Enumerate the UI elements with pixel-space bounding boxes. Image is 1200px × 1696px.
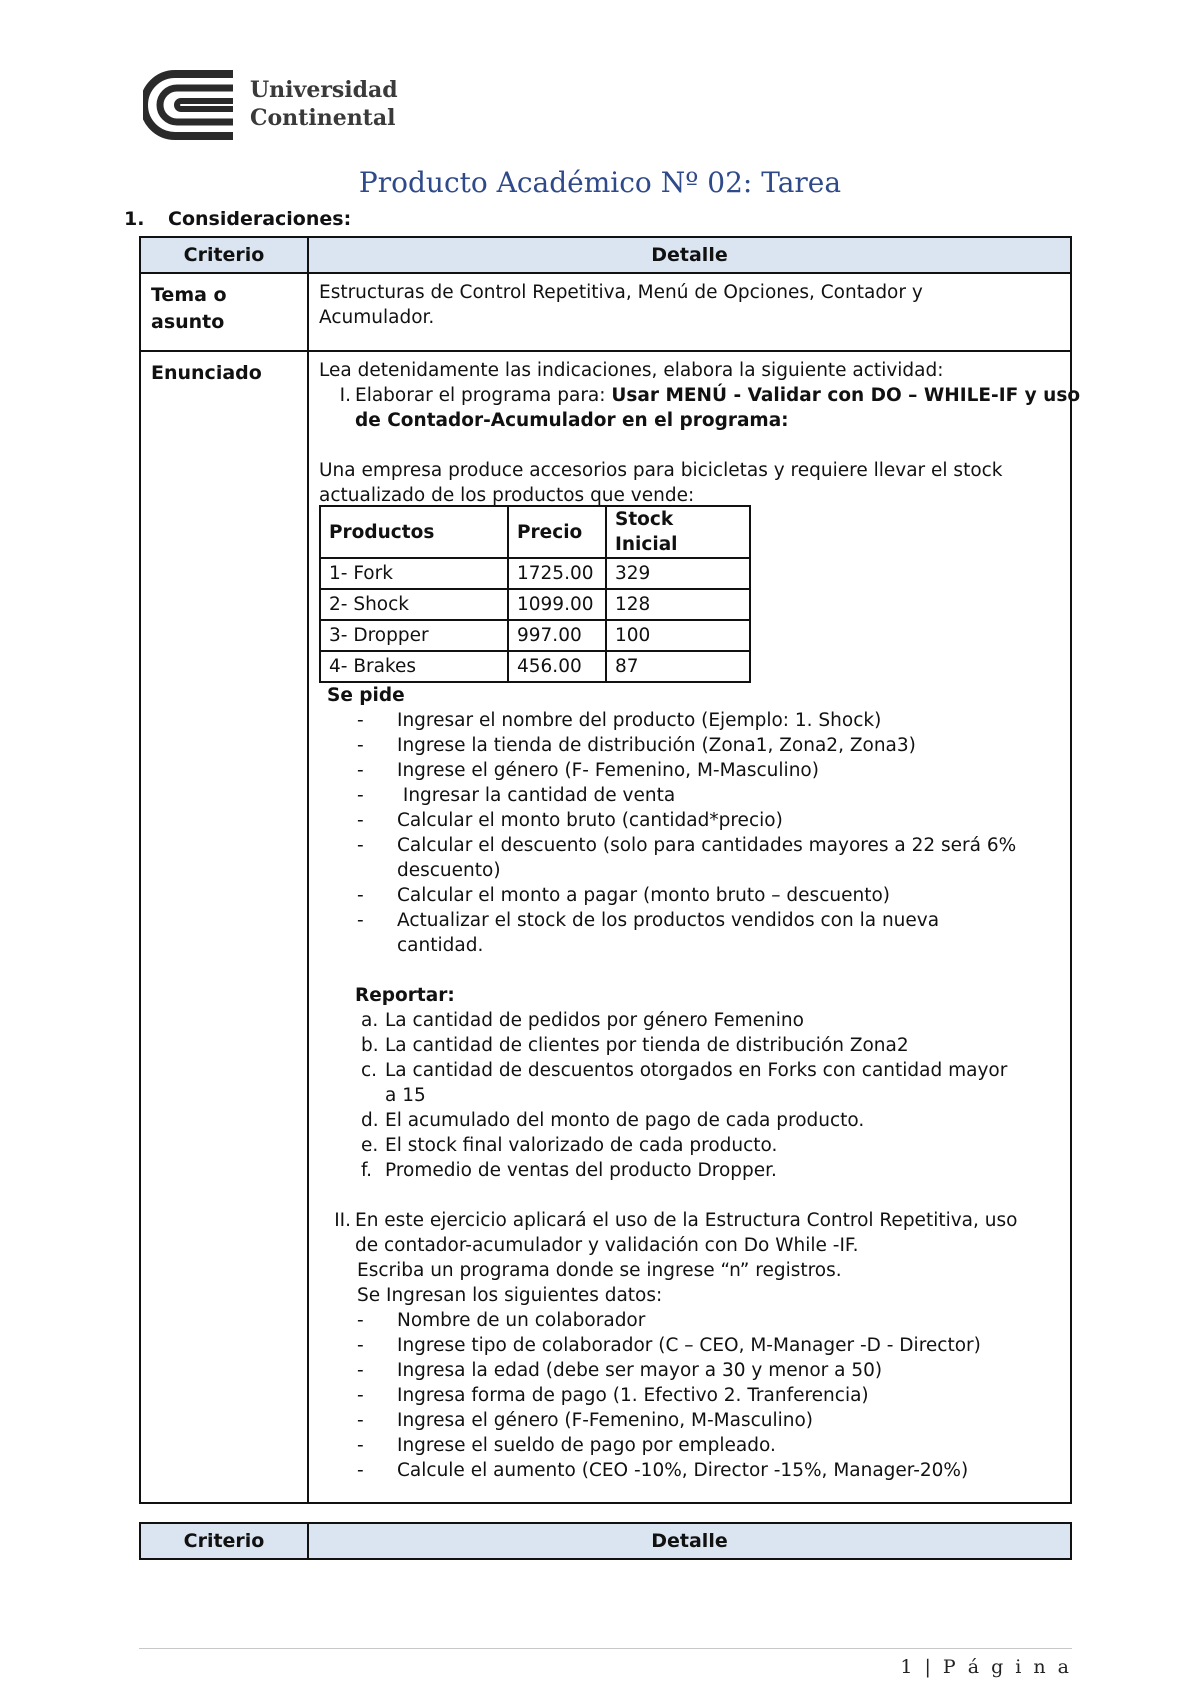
- list-item: - Ingrese el género (F- Femenino, M-Masculino): [319, 758, 1070, 783]
- report-letter: e.: [361, 1135, 379, 1156]
- list-item: - Calcular el monto a pagar (monto bruto – descuento): [319, 883, 1070, 908]
- list-item: - Ingresa la edad (debe ser mayor a 30 y menor a 50): [319, 1358, 1070, 1383]
- considerations-table: [139, 236, 1081, 1504]
- se-pide-item-cont: descuento): [397, 860, 501, 881]
- report-item: Promedio de ventas del producto Dropper.: [385, 1160, 777, 1181]
- list-item: [319, 1058, 1070, 1108]
- list-item: - Ingresa el género (F-Femenino, M-Masculino): [319, 1408, 1070, 1433]
- logo-line-1: Universidad: [250, 77, 398, 103]
- se-pide-item: Calcular el monto bruto (cantidad*precio): [397, 810, 783, 831]
- scenario-line-2: actualizado de los productos que vende:: [319, 485, 695, 506]
- section-heading: [124, 208, 351, 230]
- products-header-product: Productos: [320, 506, 508, 558]
- report-letter: c.: [361, 1060, 378, 1081]
- enunciado-label: Enunciado: [140, 351, 308, 1503]
- report-item: El stock final valorizado de cada producto.: [385, 1135, 778, 1156]
- se-pide-item: Ingrese el género (F- Femenino, M-Masculino): [397, 760, 819, 781]
- list-item: - Ingrese la tienda de distribución (Zona1, Zona2, Zona3): [319, 733, 1070, 758]
- report-item: La cantidad de descuentos otorgados en Forks con cantidad mayor: [385, 1060, 1008, 1081]
- table-row: [320, 651, 750, 682]
- part-two-numeral: II.: [334, 1210, 351, 1231]
- se-pide-item: Ingrese la tienda de distribución (Zona1, Zona2, Zona3): [397, 735, 916, 756]
- se-pide-item: Ingresar el nombre del producto (Ejemplo: 1. Shock): [397, 710, 882, 731]
- footer-divider: [139, 1648, 1072, 1649]
- second-table: [139, 1522, 1072, 1560]
- part-two-item: Ingrese el sueldo de pago por empleado.: [397, 1435, 776, 1456]
- se-pide-item: Ingresar la cantidad de venta: [397, 785, 676, 806]
- part-two-line-3: Escriba un programa donde se ingrese “n” registros.: [357, 1260, 842, 1281]
- tema-label-line-1: Tema o: [151, 284, 227, 306]
- section-title: Consideraciones:: [168, 208, 352, 230]
- enunciado-detail: [308, 351, 1081, 1503]
- product-price: 456.00: [508, 651, 606, 682]
- product-stock: 87: [606, 651, 750, 682]
- product-price: 997.00: [508, 620, 606, 651]
- part-two-line-1: En este ejercicio aplicará el uso de la Estructura Control Repetitiva, uso: [355, 1210, 1018, 1231]
- header-criterio: Criterio: [140, 237, 308, 273]
- report-letter: b.: [361, 1035, 379, 1056]
- report-item: La cantidad de pedidos por género Femenino: [385, 1010, 804, 1031]
- list-item: - Calcule el aumento (CEO -10%, Director -15%, Manager-20%): [319, 1458, 1070, 1483]
- se-pide-item-cont: cantidad.: [397, 935, 484, 956]
- report-letter: a.: [361, 1010, 379, 1031]
- tema-line-2: Acumulador.: [319, 307, 435, 328]
- list-item: - Ingresar el nombre del producto (Ejemplo: 1. Shock): [319, 708, 1070, 733]
- part-two-item: Ingresa el género (F-Femenino, M-Masculino): [397, 1410, 814, 1431]
- report-item: El acumulado del monto de pago de cada producto.: [385, 1110, 865, 1131]
- product-stock: 329: [606, 558, 750, 589]
- part-two-item: Calcule el aumento (CEO -10%, Director -15%, Manager-20%): [397, 1460, 969, 1481]
- table-row: [320, 620, 750, 651]
- tema-line-1: Estructuras de Control Repetitiva, Menú de Opciones, Contador y: [319, 282, 923, 303]
- list-item: [319, 1133, 1070, 1158]
- products-table: [319, 505, 751, 683]
- part-two: [319, 1208, 1070, 1258]
- part-two-line-4: Se Ingresan los siguientes datos:: [357, 1285, 663, 1306]
- header-detalle: Detalle: [308, 237, 1071, 273]
- se-pide-item: Actualizar el stock de los productos vendidos con la nueva: [397, 910, 940, 931]
- header-criterio-2: Criterio: [140, 1523, 308, 1559]
- part-two-item: Ingrese tipo de colaborador (C – CEO, M-Manager -D - Director): [397, 1335, 981, 1356]
- se-pide-item: Calcular el descuento (solo para cantidades mayores a 22 será 6%: [397, 835, 1017, 856]
- part-two-line-2: de contador-acumulador y validación con Do While -IF.: [355, 1235, 859, 1256]
- list-item: [319, 1008, 1070, 1033]
- document-title: Producto Académico Nº 02: Tarea: [358, 166, 842, 199]
- logo-line-2: Continental: [250, 105, 396, 131]
- part-one-numeral: I.: [339, 385, 351, 406]
- list-item: - Ingresa forma de pago (1. Efectivo 2. Tranferencia): [319, 1383, 1070, 1408]
- tema-label-line-2: asunto: [151, 311, 225, 333]
- product-price: 1725.00: [508, 558, 606, 589]
- university-logo: [143, 70, 403, 142]
- part-two-item: Ingresa forma de pago (1. Efectivo 2. Tranferencia): [397, 1385, 869, 1406]
- list-item: [319, 1158, 1070, 1183]
- list-item: - Nombre de un colaborador: [319, 1308, 1070, 1333]
- report-letter: d.: [361, 1110, 379, 1131]
- tema-label: [140, 273, 308, 351]
- report-item-cont: a 15: [385, 1085, 426, 1106]
- part-one: [319, 383, 1081, 433]
- table-row: [320, 558, 750, 589]
- part-one-text: Elaborar el programa para:: [355, 385, 612, 406]
- se-pide-item: Calcular el monto a pagar (monto bruto – descuento): [397, 885, 890, 906]
- product-stock: 128: [606, 589, 750, 620]
- tema-detail: [308, 273, 1071, 351]
- list-item: - Ingrese el sueldo de pago por empleado.: [319, 1433, 1070, 1458]
- university-logo-icon: [143, 70, 235, 140]
- report-letter: f.: [361, 1160, 373, 1181]
- table-row-enunciado: [140, 351, 1071, 1503]
- products-header-price: Precio: [508, 506, 606, 558]
- products-header-stock: Stock Inicial: [606, 506, 750, 558]
- list-item: - Actualizar el stock de los productos vendidos con la nueva cantidad.: [319, 908, 1070, 958]
- product-name: 1- Fork: [320, 558, 508, 589]
- list-item: - Calcular el descuento (solo para cantidades mayores a 22 será 6% descuento): [319, 833, 1070, 883]
- table-row: [320, 589, 750, 620]
- section-number: 1.: [124, 208, 145, 230]
- part-one-bold-line-2: de Contador-Acumulador en el programa:: [355, 410, 789, 431]
- product-stock: 100: [606, 620, 750, 651]
- product-name: 2- Shock: [320, 589, 508, 620]
- list-item: [319, 1033, 1070, 1058]
- reportar-label: Reportar:: [355, 985, 455, 1006]
- product-name: 3- Dropper: [320, 620, 508, 651]
- list-item: - Calcular el monto bruto (cantidad*precio): [319, 808, 1070, 833]
- part-two-item: Nombre de un colaborador: [397, 1310, 646, 1331]
- list-item: - Ingrese tipo de colaborador (C – CEO, M-Manager -D - Director): [319, 1333, 1070, 1358]
- enunciado-intro: Lea detenidamente las indicaciones, elabora la siguiente actividad:: [319, 360, 944, 381]
- product-name: 4- Brakes: [320, 651, 508, 682]
- header-detalle-2: Detalle: [308, 1523, 1071, 1559]
- list-item: [319, 1108, 1070, 1133]
- report-item: La cantidad de clientes por tienda de distribución Zona2: [385, 1035, 909, 1056]
- part-one-bold: Usar MENÚ - Validar con DO – WHILE-IF y uso: [611, 385, 1081, 406]
- scenario-line-1: Una empresa produce accesorios para bicicletas y requiere llevar el stock: [319, 460, 1003, 481]
- list-item: - Ingresar la cantidad de venta: [319, 783, 1070, 808]
- se-pide-label: Se pide: [327, 685, 405, 706]
- product-price: 1099.00: [508, 589, 606, 620]
- part-two-item: Ingresa la edad (debe ser mayor a 30 y menor a 50): [397, 1360, 883, 1381]
- table-row-tema: [140, 273, 1071, 351]
- page-number: 1 | P á g i n a: [900, 1656, 1072, 1678]
